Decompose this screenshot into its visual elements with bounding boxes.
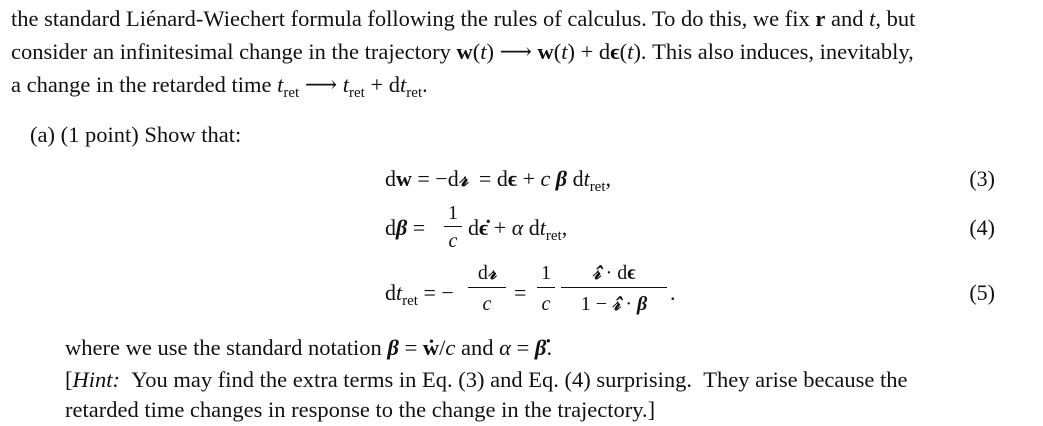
eq5-equals: = [514, 280, 527, 305]
hint-line-2: retarded time changes in response to the change in the trajectory.] [65, 397, 656, 422]
eq5-frac1-bar [468, 287, 506, 288]
eq5-frac3-den: 1 − 𝓇̂ · β [580, 293, 648, 315]
eq4-frac-den: c [448, 230, 458, 252]
eq5-frac1-den: c [482, 293, 492, 315]
para-line-3: a change in the retarded time $t_{ret}$ ⟶ $t_{ret} + dt_{ret}$. [11, 72, 428, 101]
equation-4-lhs: dβ = [385, 215, 426, 240]
eq5-frac2-num: 1 [541, 262, 551, 284]
equation-3-number: (3) [969, 166, 995, 191]
para-line-2: consider an infinitesimal change in the trajectory w(t) ⟶ w(t) + dϵ(t). This also induces, inevitably, [11, 39, 914, 64]
eq5-frac1-num: d𝓇 [477, 262, 497, 284]
part-a-heading [30, 121, 241, 149]
part-instruction: Show that: [144, 122, 242, 147]
equation-5-lhs: $dt_{ret}$ = − [385, 280, 454, 309]
eq5-period: . [670, 280, 676, 305]
equation-5-number: (5) [969, 280, 995, 305]
part-label: (a) [30, 122, 55, 147]
eq5-frac3-num: 𝓇̂ · dϵ [592, 262, 636, 284]
equation-4-number: (4) [969, 215, 995, 240]
notation-line: where we use the standard notation β = ẇ/c and α = β̇. [65, 335, 553, 360]
eq5-frac3-bar [561, 287, 667, 288]
eq5-frac2-bar [537, 287, 555, 288]
eq4-frac-bar [444, 226, 462, 227]
equation-3: dw = −d𝓇 = dϵ + c β $dt_{ret}$, [385, 166, 612, 195]
hint-line-1: [Hint: You may find the extra terms in Eq. (3) and Eq. (4) surprising. They arise because the [65, 367, 908, 392]
eq5-frac2-den: c [541, 293, 551, 315]
part-points: (1 point) [60, 122, 139, 147]
para-line-1: the standard Liénard-Wiechert formula following the rules of calculus. To do this, we fix r and t, but [11, 6, 916, 31]
eq4-frac-num: 1 [448, 202, 458, 224]
equation-4-rhs: dϵ̇ + α $dt_{ret}$, [468, 215, 568, 244]
